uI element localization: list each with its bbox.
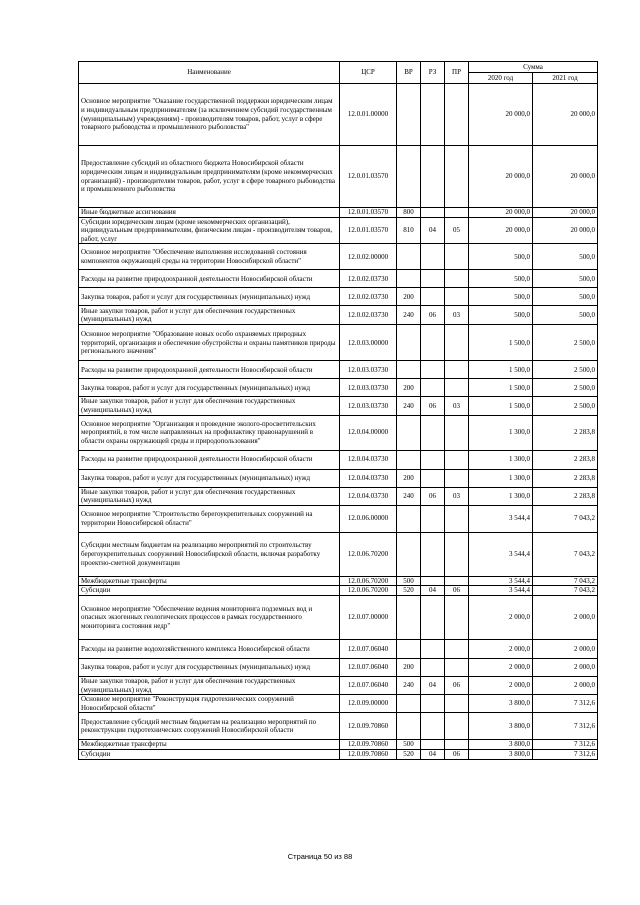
row-sum-2020: 1 500,0 (469, 325, 533, 361)
table-row (79, 505, 598, 532)
row-sum-2021: 500,0 (533, 306, 598, 325)
row-pr (445, 450, 469, 469)
row-csr: 12.0.09.70860 (340, 713, 397, 740)
row-sum-2020: 500,0 (469, 306, 533, 325)
row-rz: 06 (421, 306, 445, 325)
row-sum-2020: 3 800,0 (469, 695, 533, 713)
row-vr: 800 (397, 208, 421, 218)
row-sum-2020: 1 300,0 (469, 487, 533, 505)
table-row (79, 415, 598, 450)
header-year-2020: 2020 год (469, 73, 533, 84)
row-vr: 500 (397, 740, 421, 750)
table-row (79, 306, 598, 325)
row-sum-2020: 2 000,0 (469, 639, 533, 658)
row-vr (397, 695, 421, 713)
table-row (79, 361, 598, 379)
row-vr (397, 713, 421, 740)
row-csr: 12.0.01.03570 (340, 208, 397, 218)
table-row (79, 576, 598, 586)
table-row (79, 586, 598, 596)
row-rz (421, 532, 445, 576)
row-sum-2021: 7 043,2 (533, 576, 598, 586)
table-row (79, 749, 598, 759)
row-name: Основное мероприятие "Оказание государственной поддержки юридическим лицам и индивидуальным предпринимателям (за исключением субсидий государственным (муниципальным) учреждениям) - производителям товаров, работ, услуг в сфере товарного рыбоводства и промышленного рыболовства" (79, 84, 340, 146)
row-csr: 12.0.04.03730 (340, 469, 397, 487)
row-sum-2021: 2 500,0 (533, 397, 598, 415)
row-vr: 520 (397, 586, 421, 596)
header-rz: РЗ (421, 62, 445, 84)
table-row (79, 208, 598, 218)
row-sum-2020: 2 000,0 (469, 658, 533, 676)
row-sum-2021: 7 312,6 (533, 740, 598, 750)
table-row (79, 146, 598, 208)
row-sum-2021: 7 312,6 (533, 749, 598, 759)
row-name: Субсидии местным бюджетам на реализацию мероприятий по строительству берегоукрепительных сооружений Новосибирской области, включая разработку проектно-сметной документации (79, 532, 340, 576)
row-pr (445, 576, 469, 586)
row-pr (445, 595, 469, 639)
row-rz (421, 740, 445, 750)
row-name: Иные бюджетные ассигнования (79, 208, 340, 218)
row-csr: 12.0.06.00000 (340, 505, 397, 532)
row-name: Иные закупки товаров, работ и услуг для обеспечения государственных (муниципальных) нужд (79, 676, 340, 694)
row-sum-2020: 3 800,0 (469, 740, 533, 750)
row-csr: 12.0.04.00000 (340, 415, 397, 450)
row-sum-2020: 3 544,4 (469, 586, 533, 596)
row-sum-2021: 500,0 (533, 244, 598, 270)
row-vr (397, 361, 421, 379)
row-rz (421, 84, 445, 146)
row-pr: 03 (445, 397, 469, 415)
row-csr: 12.0.09.00000 (340, 695, 397, 713)
row-sum-2020: 3 544,4 (469, 576, 533, 586)
row-rz (421, 658, 445, 676)
row-name: Субсидии (79, 749, 340, 759)
row-vr: 200 (397, 469, 421, 487)
row-sum-2021: 20 000,0 (533, 217, 598, 244)
row-sum-2020: 1 500,0 (469, 379, 533, 397)
row-csr: 12.0.03.00000 (340, 325, 397, 361)
row-sum-2020: 3 800,0 (469, 713, 533, 740)
table-row (79, 244, 598, 270)
row-vr (397, 84, 421, 146)
table-row (79, 379, 598, 397)
row-rz (421, 505, 445, 532)
row-sum-2020: 20 000,0 (469, 84, 533, 146)
row-name: Иные закупки товаров, работ и услуг для обеспечения государственных (муниципальных) нужд (79, 397, 340, 415)
table-body (79, 84, 598, 760)
table-row (79, 325, 598, 361)
row-vr (397, 505, 421, 532)
row-name: Закупка товаров, работ и услуг для государственных (муниципальных) нужд (79, 469, 340, 487)
row-vr: 200 (397, 379, 421, 397)
row-name: Основное мероприятие "Реконструкция гидротехнических сооружений Новосибирской области" (79, 695, 340, 713)
row-vr: 240 (397, 676, 421, 694)
row-pr: 03 (445, 306, 469, 325)
row-pr (445, 505, 469, 532)
row-pr: 06 (445, 749, 469, 759)
table-row (79, 450, 598, 469)
row-sum-2020: 500,0 (469, 244, 533, 270)
row-rz: 04 (421, 676, 445, 694)
row-name: Основное мероприятие "Строительство берегоукрепительных сооружений на территории Новосибирской области" (79, 505, 340, 532)
table-row (79, 288, 598, 306)
row-vr (397, 244, 421, 270)
row-rz (421, 713, 445, 740)
row-csr: 12.0.01.00000 (340, 84, 397, 146)
table-row (79, 676, 598, 694)
row-vr (397, 595, 421, 639)
row-vr (397, 146, 421, 208)
table-row (79, 487, 598, 505)
row-csr: 12.0.02.03730 (340, 306, 397, 325)
row-name: Субсидии юридическим лицам (кроме некоммерческих организаций), индивидуальным предпринимателям, физическим лицам - производителям товаров, работ, услуг (79, 217, 340, 244)
row-sum-2021: 2 500,0 (533, 379, 598, 397)
row-name: Расходы на развитие водохозяйственного комплекса Новосибирской области (79, 639, 340, 658)
row-sum-2020: 1 500,0 (469, 361, 533, 379)
row-vr (397, 415, 421, 450)
table-row (79, 270, 598, 288)
row-rz (421, 208, 445, 218)
row-csr: 12.0.07.06040 (340, 676, 397, 694)
row-sum-2020: 2 000,0 (469, 676, 533, 694)
header-csr: ЦСР (340, 62, 397, 84)
header-sum: Сумма (469, 62, 598, 73)
row-csr: 12.0.01.03570 (340, 217, 397, 244)
row-sum-2021: 2 500,0 (533, 361, 598, 379)
row-name: Расходы на развитие природоохранной деятельности Новосибирской области (79, 270, 340, 288)
row-csr: 12.0.02.03730 (340, 270, 397, 288)
row-sum-2021: 500,0 (533, 288, 598, 306)
row-name: Закупка товаров, работ и услуг для государственных (муниципальных) нужд (79, 288, 340, 306)
row-csr: 12.0.06.70200 (340, 532, 397, 576)
row-csr: 12.0.09.70860 (340, 740, 397, 750)
row-name: Иные закупки товаров, работ и услуг для обеспечения государственных (муниципальных) нужд (79, 306, 340, 325)
row-rz (421, 415, 445, 450)
table-row (79, 658, 598, 676)
row-name: Основное мероприятие "Обеспечение ведения мониторинга подземных вод и опасных экзогенных геологических процессов в рамках государственного мониторинга состояния недр" (79, 595, 340, 639)
row-name: Основное мероприятие "Обеспечение выполнения исследований состояния компонентов окружающей среды на территории Новосибирской области" (79, 244, 340, 270)
row-pr (445, 415, 469, 450)
header-pr: ПР (445, 62, 469, 84)
row-pr (445, 361, 469, 379)
row-sum-2021: 7 043,2 (533, 505, 598, 532)
row-vr: 240 (397, 306, 421, 325)
row-rz (421, 695, 445, 713)
row-pr: 03 (445, 487, 469, 505)
row-sum-2021: 20 000,0 (533, 208, 598, 218)
row-sum-2020: 1 300,0 (469, 469, 533, 487)
row-sum-2021: 2 000,0 (533, 639, 598, 658)
row-rz: 06 (421, 487, 445, 505)
row-name: Основное мероприятие "Организация и проведение эколого-просветительских мероприятий, в том числе направленных на профилактику правонарушений в области охраны окружающей среды и природопользования" (79, 415, 340, 450)
row-rz (421, 595, 445, 639)
row-csr: 12.0.03.03730 (340, 361, 397, 379)
row-pr (445, 639, 469, 658)
budget-table (78, 61, 598, 760)
row-sum-2021: 7 312,6 (533, 695, 598, 713)
table-row (79, 469, 598, 487)
table-row (79, 639, 598, 658)
row-csr: 12.0.07.06040 (340, 658, 397, 676)
row-rz (421, 576, 445, 586)
row-vr: 810 (397, 217, 421, 244)
row-vr: 240 (397, 397, 421, 415)
row-vr (397, 532, 421, 576)
row-csr: 12.0.01.03570 (340, 146, 397, 208)
row-sum-2021: 2 283,8 (533, 415, 598, 450)
row-sum-2020: 2 000,0 (469, 595, 533, 639)
row-sum-2021: 2 000,0 (533, 595, 598, 639)
row-vr (397, 450, 421, 469)
row-csr: 12.0.03.03730 (340, 379, 397, 397)
row-pr (445, 146, 469, 208)
header-vr: ВР (397, 62, 421, 84)
row-name: Иные закупки товаров, работ и услуг для обеспечения государственных (муниципальных) нужд (79, 487, 340, 505)
row-pr (445, 325, 469, 361)
row-rz (421, 361, 445, 379)
row-vr: 200 (397, 288, 421, 306)
row-vr (397, 325, 421, 361)
table-row (79, 532, 598, 576)
row-name: Расходы на развитие природоохранной деятельности Новосибирской области (79, 450, 340, 469)
row-rz (421, 469, 445, 487)
header-year-2021: 2021 год (533, 73, 598, 84)
row-pr (445, 532, 469, 576)
row-vr: 200 (397, 658, 421, 676)
row-rz: 04 (421, 749, 445, 759)
row-pr (445, 658, 469, 676)
row-pr (445, 469, 469, 487)
row-pr (445, 270, 469, 288)
row-pr: 06 (445, 586, 469, 596)
row-sum-2021: 7 043,2 (533, 532, 598, 576)
row-sum-2020: 1 500,0 (469, 397, 533, 415)
row-sum-2021: 2 283,8 (533, 469, 598, 487)
row-sum-2020: 500,0 (469, 270, 533, 288)
row-sum-2021: 500,0 (533, 270, 598, 288)
row-csr: 12.0.04.03730 (340, 487, 397, 505)
row-sum-2020: 20 000,0 (469, 217, 533, 244)
row-pr: 06 (445, 676, 469, 694)
row-csr: 12.0.02.03730 (340, 288, 397, 306)
row-pr (445, 379, 469, 397)
table-row (79, 713, 598, 740)
row-csr: 12.0.06.70200 (340, 576, 397, 586)
row-pr (445, 244, 469, 270)
table-row (79, 595, 598, 639)
row-sum-2021: 20 000,0 (533, 146, 598, 208)
header-name: Наименование (79, 62, 340, 84)
row-pr (445, 740, 469, 750)
row-vr (397, 639, 421, 658)
row-vr: 520 (397, 749, 421, 759)
page-number: Страница 50 из 88 (287, 852, 353, 861)
row-rz (421, 244, 445, 270)
row-pr: 05 (445, 217, 469, 244)
row-rz: 04 (421, 586, 445, 596)
row-name: Предоставление субсидий из областного бюджета Новосибирской области юридическим лицам и индивидуальным предпринимателям (кроме некоммерческих организаций) - производителям товаров, работ, услуг в сфере товарного рыбоводства и промышленного рыболовства (79, 146, 340, 208)
row-csr: 12.0.03.03730 (340, 397, 397, 415)
row-sum-2021: 20 000,0 (533, 84, 598, 146)
row-rz (421, 270, 445, 288)
row-sum-2021: 7 312,6 (533, 713, 598, 740)
row-csr: 12.0.04.03730 (340, 450, 397, 469)
row-rz: 04 (421, 217, 445, 244)
row-name: Закупка товаров, работ и услуг для государственных (муниципальных) нужд (79, 379, 340, 397)
row-pr (445, 208, 469, 218)
row-sum-2021: 2 000,0 (533, 676, 598, 694)
row-rz (421, 288, 445, 306)
row-rz (421, 639, 445, 658)
row-name: Субсидии (79, 586, 340, 596)
row-name: Межбюджетные трансферты (79, 740, 340, 750)
table-row (79, 740, 598, 750)
row-csr: 12.0.06.70200 (340, 586, 397, 596)
row-rz: 06 (421, 397, 445, 415)
row-sum-2020: 1 300,0 (469, 450, 533, 469)
row-sum-2020: 3 544,4 (469, 505, 533, 532)
row-csr: 12.0.02.00000 (340, 244, 397, 270)
table-row (79, 397, 598, 415)
row-sum-2021: 2 000,0 (533, 658, 598, 676)
row-vr: 500 (397, 576, 421, 586)
row-vr: 240 (397, 487, 421, 505)
row-csr: 12.0.07.06040 (340, 639, 397, 658)
row-pr (445, 84, 469, 146)
row-sum-2020: 3 800,0 (469, 749, 533, 759)
row-sum-2020: 20 000,0 (469, 146, 533, 208)
table-row (79, 695, 598, 713)
row-sum-2021: 2 500,0 (533, 325, 598, 361)
row-sum-2021: 2 283,8 (533, 487, 598, 505)
row-rz (421, 146, 445, 208)
row-vr (397, 270, 421, 288)
row-name: Основное мероприятие "Образование новых особо охраняемых природных территорий, организация и обеспечение обустройства и охраны памятников природы регионального значения" (79, 325, 340, 361)
row-csr: 12.0.07.00000 (340, 595, 397, 639)
row-name: Межбюджетные трансферты (79, 576, 340, 586)
row-pr (445, 288, 469, 306)
row-sum-2021: 7 043,2 (533, 586, 598, 596)
row-name: Расходы на развитие природоохранной деятельности Новосибирской области (79, 361, 340, 379)
row-sum-2020: 20 000,0 (469, 208, 533, 218)
row-csr: 12.0.09.70860 (340, 749, 397, 759)
table-row (79, 217, 598, 244)
table-row (79, 84, 598, 146)
row-name: Закупка товаров, работ и услуг для государственных (муниципальных) нужд (79, 658, 340, 676)
row-rz (421, 325, 445, 361)
row-sum-2020: 500,0 (469, 288, 533, 306)
row-pr (445, 713, 469, 740)
row-sum-2020: 1 300,0 (469, 415, 533, 450)
row-rz (421, 450, 445, 469)
row-sum-2021: 2 283,8 (533, 450, 598, 469)
row-rz (421, 379, 445, 397)
row-pr (445, 695, 469, 713)
row-sum-2020: 3 544,4 (469, 532, 533, 576)
row-name: Предоставление субсидий местным бюджетам на реализацию мероприятий по реконструкции гидротехнических сооружений Новосибирской области (79, 713, 340, 740)
